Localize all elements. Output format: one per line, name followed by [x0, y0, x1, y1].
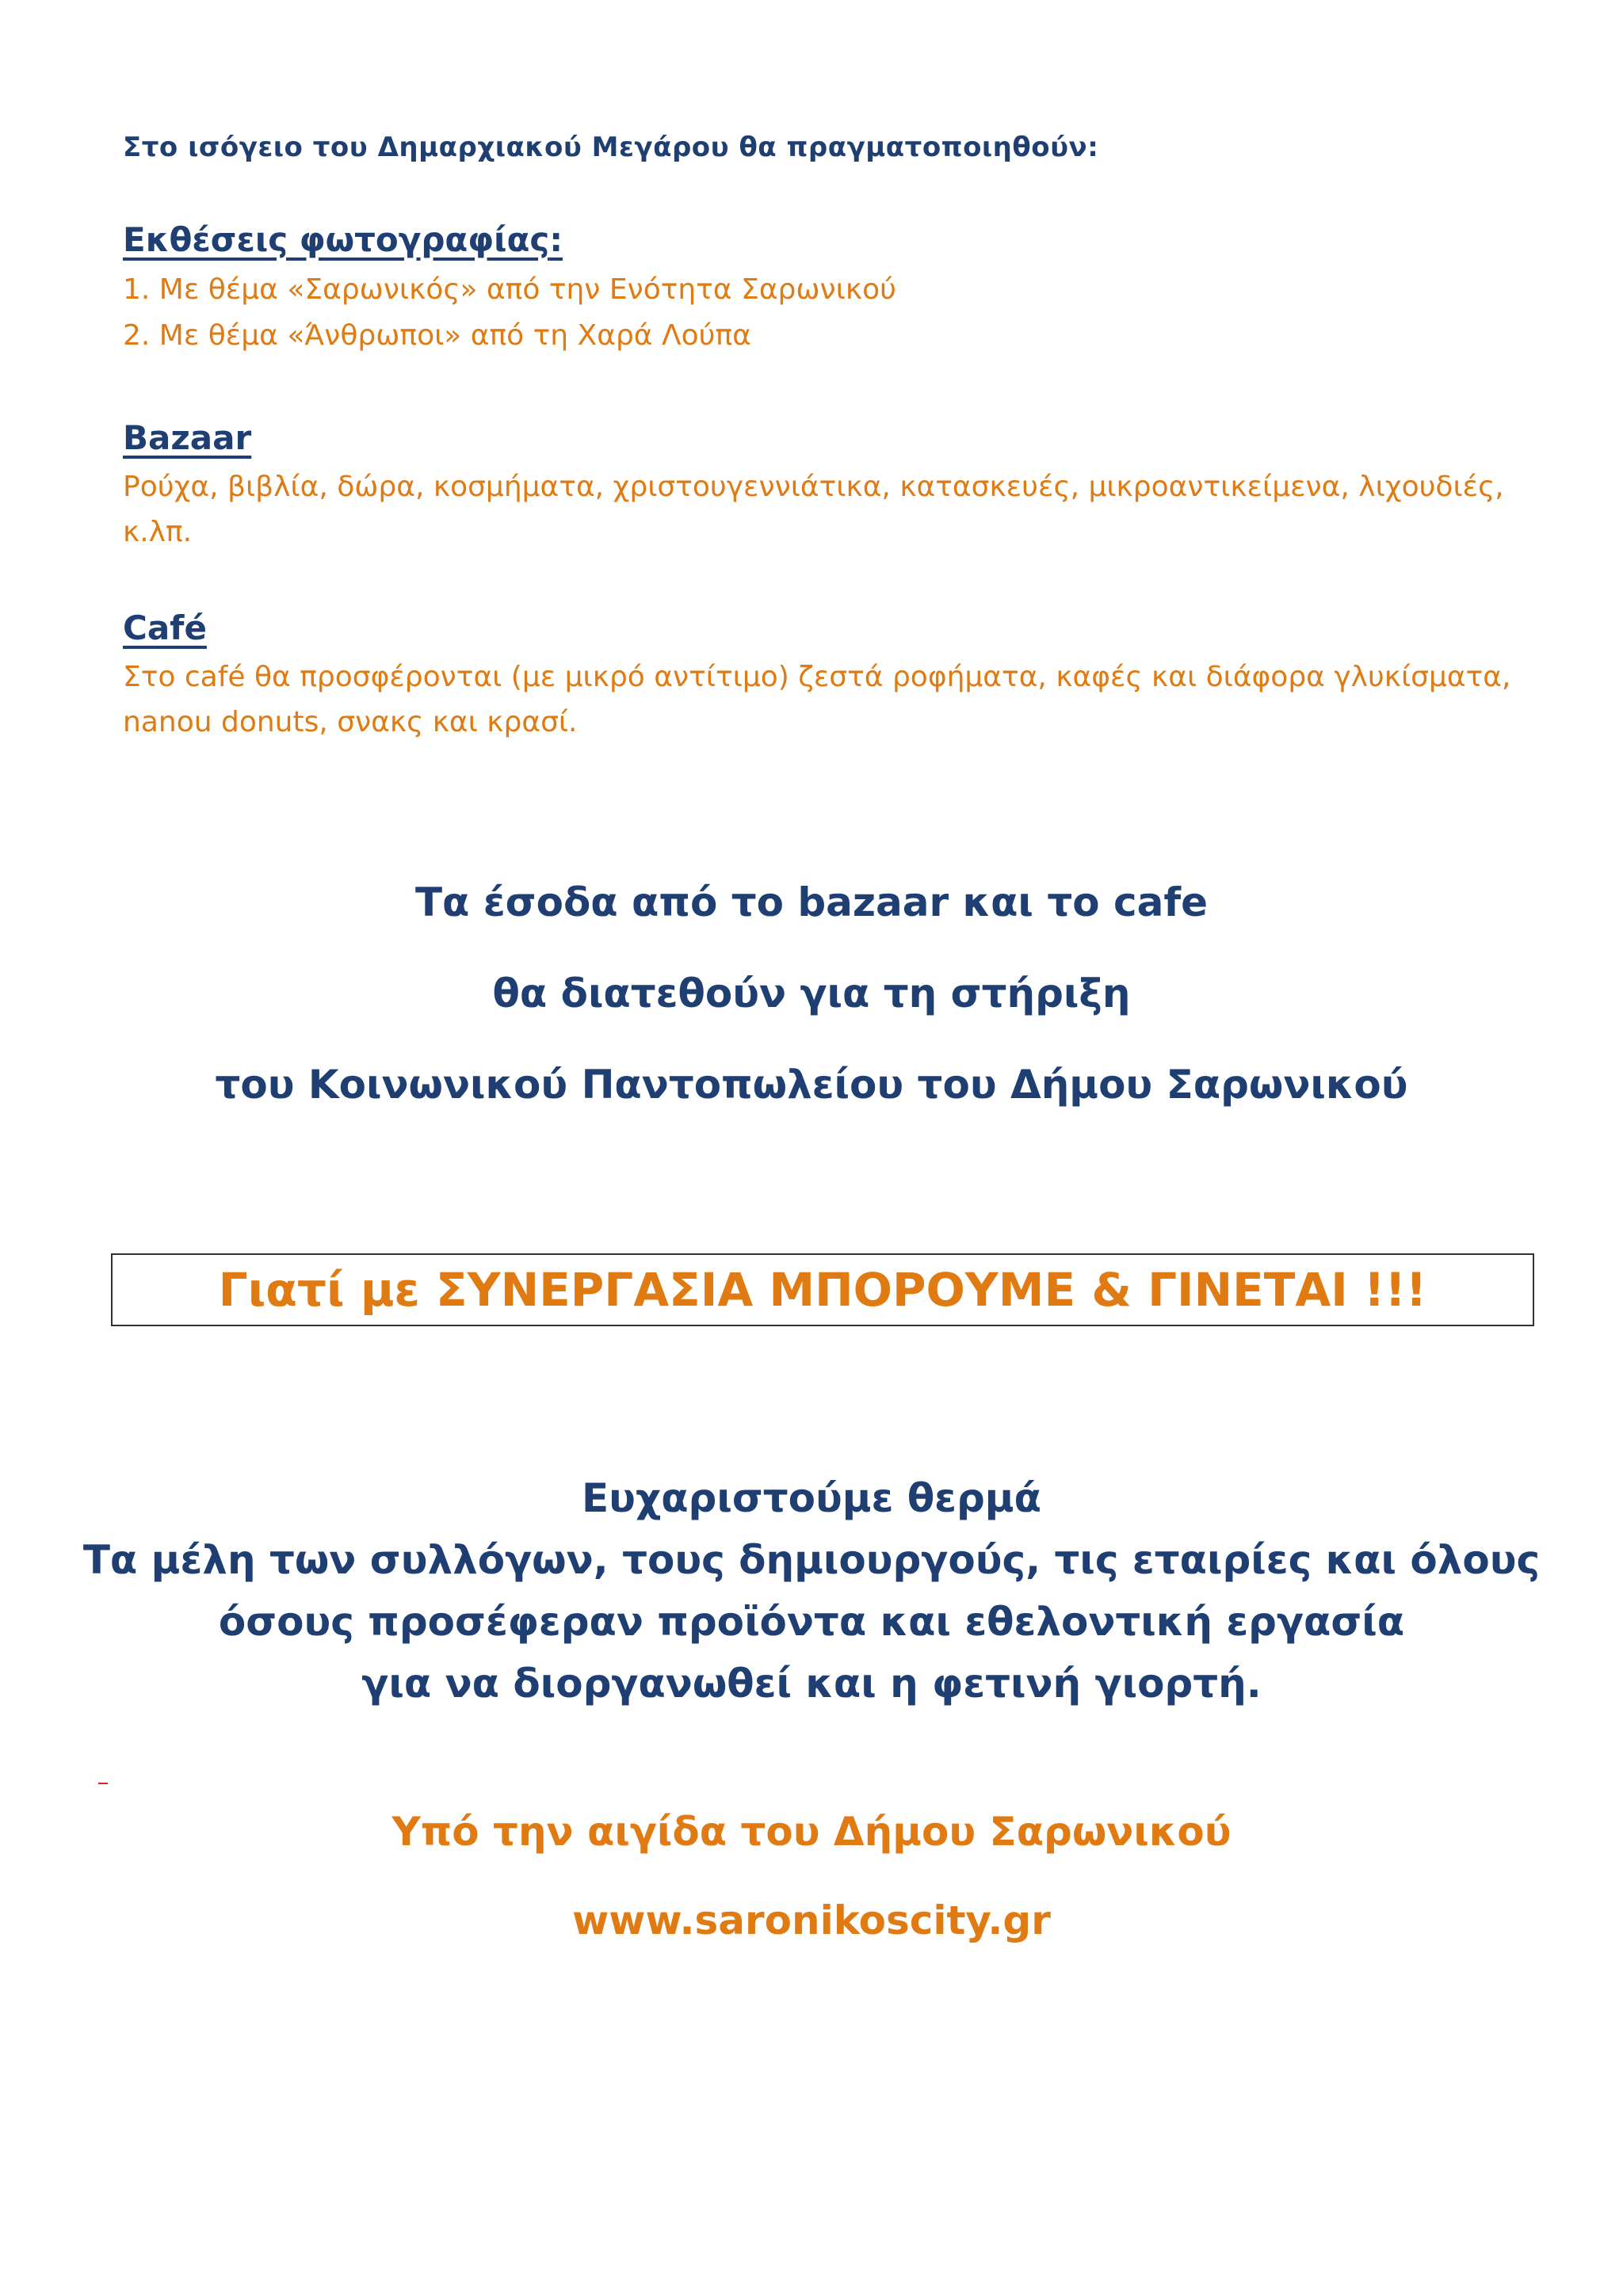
- bazaar-line: κ.λπ.: [123, 516, 193, 548]
- cafe-line: Στο café θα προσφέρονται (με μικρό αντίτιμο) ζεστά ροφήματα, καφές και διάφορα γλυκίσματα,: [123, 661, 1511, 693]
- thanks-line: Ευχαριστούμε θερμά: [582, 1475, 1041, 1521]
- auspices-text: Υπό την αιγίδα του Δήμου Σαρωνικού: [391, 1809, 1232, 1855]
- red-dash-mark: [98, 1783, 108, 1784]
- proceeds-line: του Κοινωνικού Παντοπωλείου του Δήμου Σαρωνικού: [215, 1062, 1408, 1108]
- proceeds-line: Τα έσοδα από το bazaar και το cafe: [414, 879, 1209, 925]
- cafe-line: nanou donuts, σνακς και κρασί.: [123, 706, 578, 738]
- exhibition-item: 1. Με θέμα «Σαρωνικός» από την Ενότητα Σαρωνικού: [123, 273, 896, 306]
- exhibitions-title: Εκθέσεις φωτογραφίας: [123, 220, 550, 259]
- exhibitions-heading: [123, 220, 563, 259]
- bazaar-line: Ρούχα, βιβλία, δώρα, κοσμήματα, χριστουγεννιάτικα, κατασκευές, μικροαντικείμενα, λιχουδιές,: [123, 471, 1504, 503]
- bazaar-title: Bazaar: [123, 418, 252, 457]
- website-link[interactable]: www.saronikoscity.gr: [572, 1897, 1051, 1943]
- proceeds-line: θα διατεθούν για τη στήριξη: [492, 971, 1131, 1016]
- exhibitions-colon: :: [549, 220, 563, 259]
- cafe-title: Café: [123, 608, 207, 647]
- intro-text: Στο ισόγειο του Δημαρχιακού Μεγάρου θα πραγματοποιηθούν:: [123, 132, 1099, 163]
- thanks-line: για να διοργανωθεί και η φετινή γιορτή.: [361, 1661, 1262, 1707]
- thanks-line: όσους προσέφεραν προϊόντα και εθελοντική εργασία: [218, 1599, 1405, 1645]
- thanks-line: Τα μέλη των συλλόγων, τους δημιουργούς, τις εταιρίες και όλους: [82, 1537, 1541, 1583]
- slogan-text: Γιατί με ΣΥΝΕΡΓΑΣΙΑ ΜΠΟΡΟΥΜΕ & ΓΙΝΕΤΑΙ !!!: [218, 1263, 1427, 1317]
- exhibition-item: 2. Με θέμα «Άνθρωποι» από τη Χαρά Λούπα: [123, 319, 751, 352]
